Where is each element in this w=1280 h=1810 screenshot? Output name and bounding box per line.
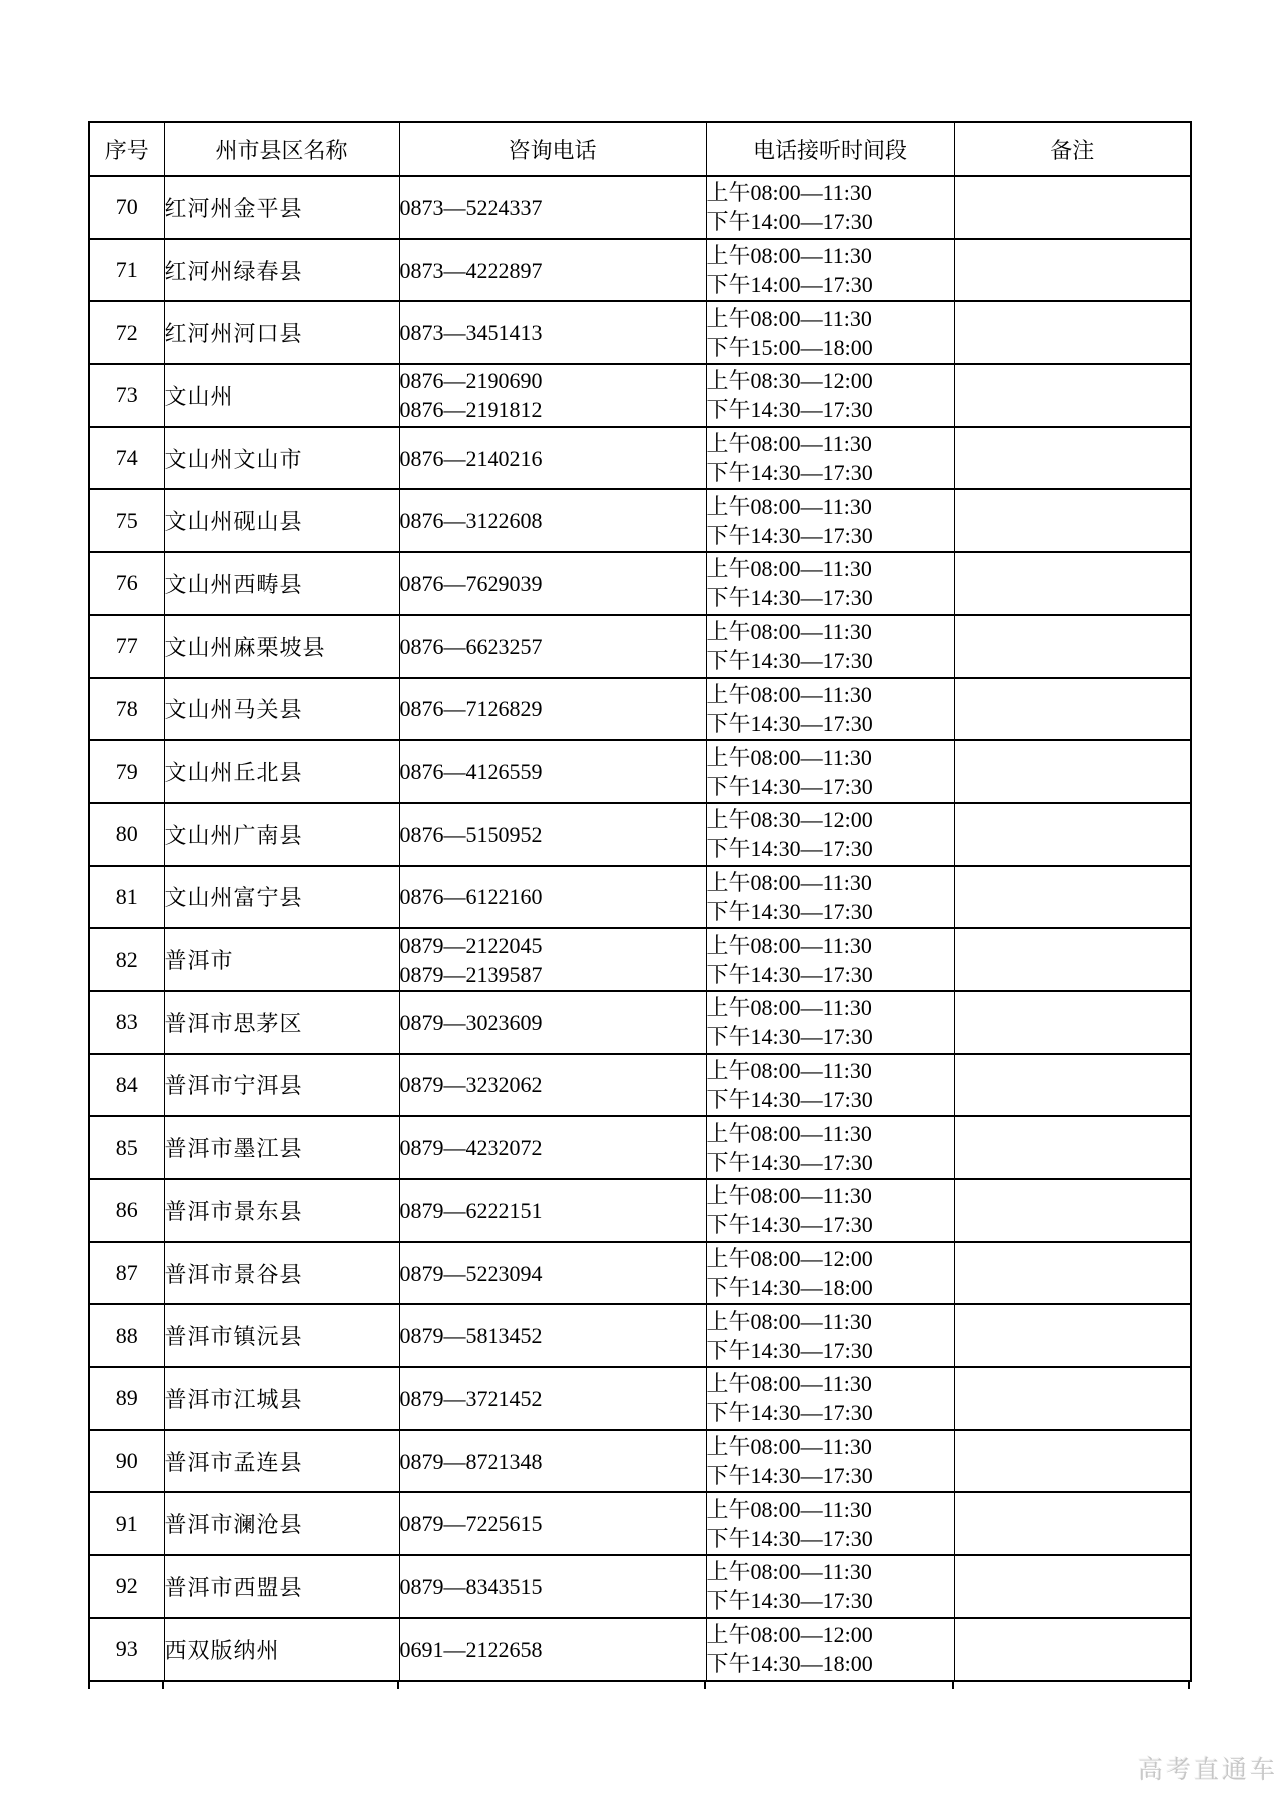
district-name-cell: 西双版纳州 xyxy=(164,1618,399,1681)
table-row xyxy=(89,991,1191,1054)
district-name-cell: 文山州丘北县 xyxy=(164,740,399,803)
time-cell: 上午08:30—12:00 下午14:30—17:30 xyxy=(706,803,954,866)
row-number-cell: 75 xyxy=(89,489,164,552)
time-cell: 上午08:00—11:30 下午14:30—17:30 xyxy=(706,1430,954,1493)
district-name-cell: 普洱市孟连县 xyxy=(164,1430,399,1493)
column-header-index: 序号 xyxy=(89,122,164,176)
time-cell: 上午08:00—11:30 下午14:30—17:30 xyxy=(706,740,954,803)
time-cell: 上午08:00—11:30 下午14:30—17:30 xyxy=(706,1116,954,1179)
phone-cell: 0879—3721452 xyxy=(399,1367,706,1430)
row-number-cell: 78 xyxy=(89,678,164,741)
table-row xyxy=(89,866,1191,929)
time-cell: 上午08:00—11:30 下午14:30—17:30 xyxy=(706,678,954,741)
watermark: 高考直通车 xyxy=(1138,1756,1279,1784)
phone-cell: 0879—2122045 0879—2139587 xyxy=(399,928,706,991)
row-number-cell: 85 xyxy=(89,1116,164,1179)
table-body xyxy=(89,176,1191,1681)
note-cell xyxy=(954,239,1191,302)
phone-cell: 0879—5813452 xyxy=(399,1304,706,1367)
row-number-cell: 79 xyxy=(89,740,164,803)
phone-cell: 0691—2122658 xyxy=(399,1618,706,1681)
row-number-cell: 76 xyxy=(89,552,164,615)
table-row xyxy=(89,803,1191,866)
district-name-cell: 红河州河口县 xyxy=(164,301,399,364)
table-row xyxy=(89,740,1191,803)
row-number-cell: 86 xyxy=(89,1179,164,1242)
column-line-stub xyxy=(704,1682,706,1689)
row-number-cell: 89 xyxy=(89,1367,164,1430)
column-header-phone: 咨询电话 xyxy=(399,122,706,176)
time-cell: 上午08:00—11:30 下午14:00—17:30 xyxy=(706,239,954,302)
phone-cell: 0876—2190690 0876—2191812 xyxy=(399,364,706,427)
district-name-cell: 文山州西畴县 xyxy=(164,552,399,615)
note-cell xyxy=(954,301,1191,364)
note-cell xyxy=(954,678,1191,741)
district-name-cell: 普洱市澜沧县 xyxy=(164,1492,399,1555)
note-cell xyxy=(954,1304,1191,1367)
row-number-cell: 82 xyxy=(89,928,164,991)
district-name-cell: 普洱市镇沅县 xyxy=(164,1304,399,1367)
row-number-cell: 73 xyxy=(89,364,164,427)
row-number-cell: 80 xyxy=(89,803,164,866)
row-number-cell: 88 xyxy=(89,1304,164,1367)
district-name-cell: 文山州文山市 xyxy=(164,427,399,490)
note-cell xyxy=(954,1367,1191,1430)
row-number-cell: 93 xyxy=(89,1618,164,1681)
table-row xyxy=(89,239,1191,302)
note-cell xyxy=(954,991,1191,1054)
district-name-cell: 文山州广南县 xyxy=(164,803,399,866)
time-cell: 上午08:00—11:30 下午14:30—17:30 xyxy=(706,928,954,991)
time-cell: 上午08:00—11:30 下午14:30—17:30 xyxy=(706,427,954,490)
table-row xyxy=(89,552,1191,615)
note-cell xyxy=(954,489,1191,552)
row-number-cell: 77 xyxy=(89,615,164,678)
row-number-cell: 87 xyxy=(89,1242,164,1305)
time-cell: 上午08:00—11:30 下午14:30—17:30 xyxy=(706,1492,954,1555)
table-container xyxy=(88,121,1190,1690)
note-cell xyxy=(954,1430,1191,1493)
note-cell xyxy=(954,1054,1191,1117)
column-line-stub xyxy=(1188,1682,1190,1689)
row-number-cell: 84 xyxy=(89,1054,164,1117)
phone-cell: 0879—3232062 xyxy=(399,1054,706,1117)
note-cell xyxy=(954,1492,1191,1555)
column-line-stub xyxy=(162,1682,164,1689)
district-name-cell: 普洱市景谷县 xyxy=(164,1242,399,1305)
table-row xyxy=(89,1555,1191,1618)
phone-cell: 0876—7126829 xyxy=(399,678,706,741)
note-cell xyxy=(954,615,1191,678)
table-header-row xyxy=(89,122,1191,176)
table-row xyxy=(89,176,1191,239)
note-cell xyxy=(954,176,1191,239)
district-name-cell: 普洱市墨江县 xyxy=(164,1116,399,1179)
phone-cell: 0879—3023609 xyxy=(399,991,706,1054)
district-name-cell: 普洱市江城县 xyxy=(164,1367,399,1430)
table-row xyxy=(89,364,1191,427)
note-cell xyxy=(954,1179,1191,1242)
note-cell xyxy=(954,427,1191,490)
district-name-cell: 红河州绿春县 xyxy=(164,239,399,302)
row-number-cell: 92 xyxy=(89,1555,164,1618)
row-number-cell: 72 xyxy=(89,301,164,364)
phone-cell: 0876—5150952 xyxy=(399,803,706,866)
row-number-cell: 71 xyxy=(89,239,164,302)
table-row xyxy=(89,1179,1191,1242)
time-cell: 上午08:30—12:00 下午14:30—17:30 xyxy=(706,364,954,427)
table-row xyxy=(89,427,1191,490)
table-row xyxy=(89,1242,1191,1305)
column-line-stub xyxy=(88,1682,90,1689)
time-cell: 上午08:00—11:30 下午14:30—17:30 xyxy=(706,991,954,1054)
column-line-stub xyxy=(952,1682,954,1689)
note-cell xyxy=(954,1242,1191,1305)
phone-cell: 0879—4232072 xyxy=(399,1116,706,1179)
row-number-cell: 74 xyxy=(89,427,164,490)
district-name-cell: 普洱市 xyxy=(164,928,399,991)
column-header-hours: 电话接听时间段 xyxy=(706,122,954,176)
phone-cell: 0879—6222151 xyxy=(399,1179,706,1242)
district-name-cell: 普洱市景东县 xyxy=(164,1179,399,1242)
note-cell xyxy=(954,1618,1191,1681)
time-cell: 上午08:00—11:30 下午14:30—17:30 xyxy=(706,615,954,678)
district-name-cell: 普洱市西盟县 xyxy=(164,1555,399,1618)
note-cell xyxy=(954,1555,1191,1618)
phone-cell: 0873—3451413 xyxy=(399,301,706,364)
district-name-cell: 红河州金平县 xyxy=(164,176,399,239)
phone-cell: 0879—5223094 xyxy=(399,1242,706,1305)
table-row xyxy=(89,1492,1191,1555)
time-cell: 上午08:00—11:30 下午14:30—17:30 xyxy=(706,489,954,552)
row-number-cell: 91 xyxy=(89,1492,164,1555)
time-cell: 上午08:00—11:30 下午14:00—17:30 xyxy=(706,176,954,239)
phone-cell: 0873—4222897 xyxy=(399,239,706,302)
row-number-cell: 81 xyxy=(89,866,164,929)
table-row xyxy=(89,928,1191,991)
row-number-cell: 70 xyxy=(89,176,164,239)
note-cell xyxy=(954,552,1191,615)
phone-cell: 0876—3122608 xyxy=(399,489,706,552)
phone-cell: 0876—4126559 xyxy=(399,740,706,803)
table-row xyxy=(89,678,1191,741)
district-name-cell: 文山州富宁县 xyxy=(164,866,399,929)
note-cell xyxy=(954,866,1191,929)
district-name-cell: 文山州马关县 xyxy=(164,678,399,741)
table-row xyxy=(89,1367,1191,1430)
column-header-remarks: 备注 xyxy=(954,122,1191,176)
district-name-cell: 普洱市宁洱县 xyxy=(164,1054,399,1117)
note-cell xyxy=(954,803,1191,866)
time-cell: 上午08:00—11:30 下午14:30—17:30 xyxy=(706,1054,954,1117)
table-row xyxy=(89,1116,1191,1179)
row-number-cell: 83 xyxy=(89,991,164,1054)
note-cell xyxy=(954,1116,1191,1179)
table-row xyxy=(89,1618,1191,1681)
phone-cell: 0876—7629039 xyxy=(399,552,706,615)
row-number-cell: 90 xyxy=(89,1430,164,1493)
time-cell: 上午08:00—12:00 下午14:30—18:00 xyxy=(706,1242,954,1305)
note-cell xyxy=(954,364,1191,427)
time-cell: 上午08:00—11:30 下午14:30—17:30 xyxy=(706,1555,954,1618)
table-row xyxy=(89,1430,1191,1493)
time-cell: 上午08:00—11:30 下午15:00—18:00 xyxy=(706,301,954,364)
column-header-district: 州市县区名称 xyxy=(164,122,399,176)
table-row xyxy=(89,1054,1191,1117)
district-name-cell: 文山州砚山县 xyxy=(164,489,399,552)
phone-cell: 0876—6623257 xyxy=(399,615,706,678)
phone-cell: 0879—7225615 xyxy=(399,1492,706,1555)
table-row xyxy=(89,489,1191,552)
note-cell xyxy=(954,740,1191,803)
column-line-stub xyxy=(397,1682,399,1689)
time-cell: 上午08:00—11:30 下午14:30—17:30 xyxy=(706,1179,954,1242)
time-cell: 上午08:00—11:30 下午14:30—17:30 xyxy=(706,1367,954,1430)
table-row xyxy=(89,1304,1191,1367)
time-cell: 上午08:00—11:30 下午14:30—17:30 xyxy=(706,552,954,615)
phone-cell: 0876—6122160 xyxy=(399,866,706,929)
time-cell: 上午08:00—11:30 下午14:30—17:30 xyxy=(706,1304,954,1367)
table-bottom-stubs xyxy=(88,1682,1190,1690)
note-cell xyxy=(954,928,1191,991)
phone-cell: 0876—2140216 xyxy=(399,427,706,490)
table-row xyxy=(89,615,1191,678)
district-name-cell: 普洱市思茅区 xyxy=(164,991,399,1054)
phone-directory-table xyxy=(88,121,1192,1682)
time-cell: 上午08:00—12:00 下午14:30—18:00 xyxy=(706,1618,954,1681)
table-row xyxy=(89,301,1191,364)
time-cell: 上午08:00—11:30 下午14:30—17:30 xyxy=(706,866,954,929)
phone-cell: 0879—8343515 xyxy=(399,1555,706,1618)
district-name-cell: 文山州麻栗坡县 xyxy=(164,615,399,678)
district-name-cell: 文山州 xyxy=(164,364,399,427)
phone-cell: 0879—8721348 xyxy=(399,1430,706,1493)
phone-cell: 0873—5224337 xyxy=(399,176,706,239)
